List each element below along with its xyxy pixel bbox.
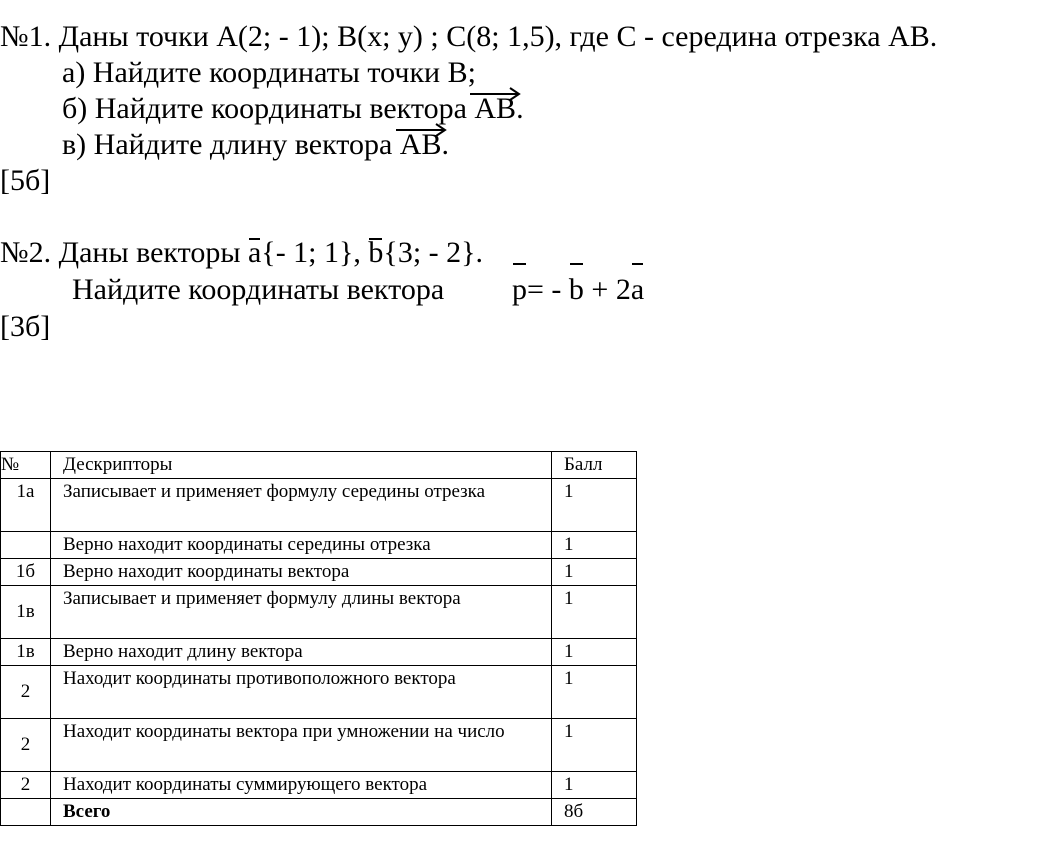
- row-score: 1: [552, 639, 637, 666]
- table-row: [1, 719, 637, 772]
- row-score: 1: [552, 666, 637, 719]
- vector-p: p: [512, 273, 527, 306]
- header-score: Балл: [552, 452, 637, 479]
- row-descriptor: Записывает и применяет формулу длины вектора: [51, 586, 552, 639]
- vector-b: b: [368, 236, 384, 269]
- vector-ab-label: АВ: [474, 92, 517, 125]
- vector-ab-length: [400, 128, 442, 162]
- table-row: [1, 559, 637, 586]
- vector-a: a: [247, 236, 262, 269]
- task1-item-b-text: б) Найдите координаты вектора: [62, 92, 475, 125]
- equation-vector-a: a: [630, 273, 645, 306]
- row-score: 1: [552, 586, 637, 639]
- task2-find-text: Найдите координаты вектора: [72, 273, 445, 306]
- row-descriptor: Записывает и применяет формулу середины отрезка: [51, 479, 552, 532]
- task1-item-b-end: .: [516, 92, 524, 125]
- table-row: [1, 586, 637, 639]
- vector-ab-length-label: АВ: [399, 128, 442, 161]
- vector-arrow-icon: [470, 85, 522, 103]
- task2-statement: [0, 236, 483, 270]
- equation-vector-b: b: [568, 273, 584, 306]
- total-label: Всего: [51, 799, 552, 826]
- total-num: [1, 799, 51, 826]
- row-descriptor: Находит координаты суммирующего вектора: [51, 772, 552, 799]
- task2-prefix: №2. Даны векторы: [0, 236, 248, 269]
- row-num: 2: [1, 666, 51, 719]
- row-descriptor: Находит координаты противоположного вектора: [51, 666, 552, 719]
- vector-arrow-icon: [396, 121, 448, 139]
- equation-part1: = -: [527, 273, 569, 306]
- row-score: 1: [552, 479, 637, 532]
- header-num: №: [1, 452, 51, 479]
- row-num: 1а: [1, 479, 51, 532]
- task1-item-c: [62, 128, 449, 162]
- vector-a-coords: {- 1; 1},: [261, 236, 369, 269]
- vector-ab: [474, 92, 516, 126]
- descriptors-table: [0, 451, 637, 826]
- task1-points: [5б]: [0, 164, 51, 197]
- row-descriptor: Верно находит координаты вектора: [51, 559, 552, 586]
- row-num: [1, 532, 51, 559]
- table-row: [1, 479, 637, 532]
- table-row: [1, 772, 637, 799]
- task1-item-c-text: в) Найдите длину вектора: [62, 128, 400, 161]
- row-num: 2: [1, 719, 51, 772]
- row-descriptor: Находит координаты вектора при умножении на число: [51, 719, 552, 772]
- table-row: [1, 639, 637, 666]
- table-header-row: [1, 452, 637, 479]
- row-score: 1: [552, 719, 637, 772]
- table-total-row: [1, 799, 637, 826]
- header-descriptors: Дескрипторы: [51, 452, 552, 479]
- row-num: 1в: [1, 639, 51, 666]
- row-descriptor: Верно находит длину вектора: [51, 639, 552, 666]
- equation-part2: + 2: [583, 273, 631, 306]
- row-num: 1б: [1, 559, 51, 586]
- vector-b-coords: {3; - 2}.: [383, 236, 484, 269]
- task1-statement: №1. Даны точки А(2; - 1); В(x; y) ; С(8; 1,5), где С - середина отрезка АВ.: [0, 20, 938, 53]
- task1-item-c-end: .: [441, 128, 449, 161]
- task1-item-b: [62, 92, 524, 126]
- table-row: [1, 532, 637, 559]
- row-score: 1: [552, 772, 637, 799]
- row-num: 2: [1, 772, 51, 799]
- total-score: 8б: [552, 799, 637, 826]
- task2-points: [3б]: [0, 310, 51, 343]
- row-score: 1: [552, 559, 637, 586]
- row-score: 1: [552, 532, 637, 559]
- row-descriptor: Верно находит координаты середины отрезка: [51, 532, 552, 559]
- table-row: [1, 666, 637, 719]
- task1-item-a: а) Найдите координаты точки В;: [62, 56, 476, 89]
- row-num: 1в: [1, 586, 51, 639]
- task2-equation: [512, 273, 644, 307]
